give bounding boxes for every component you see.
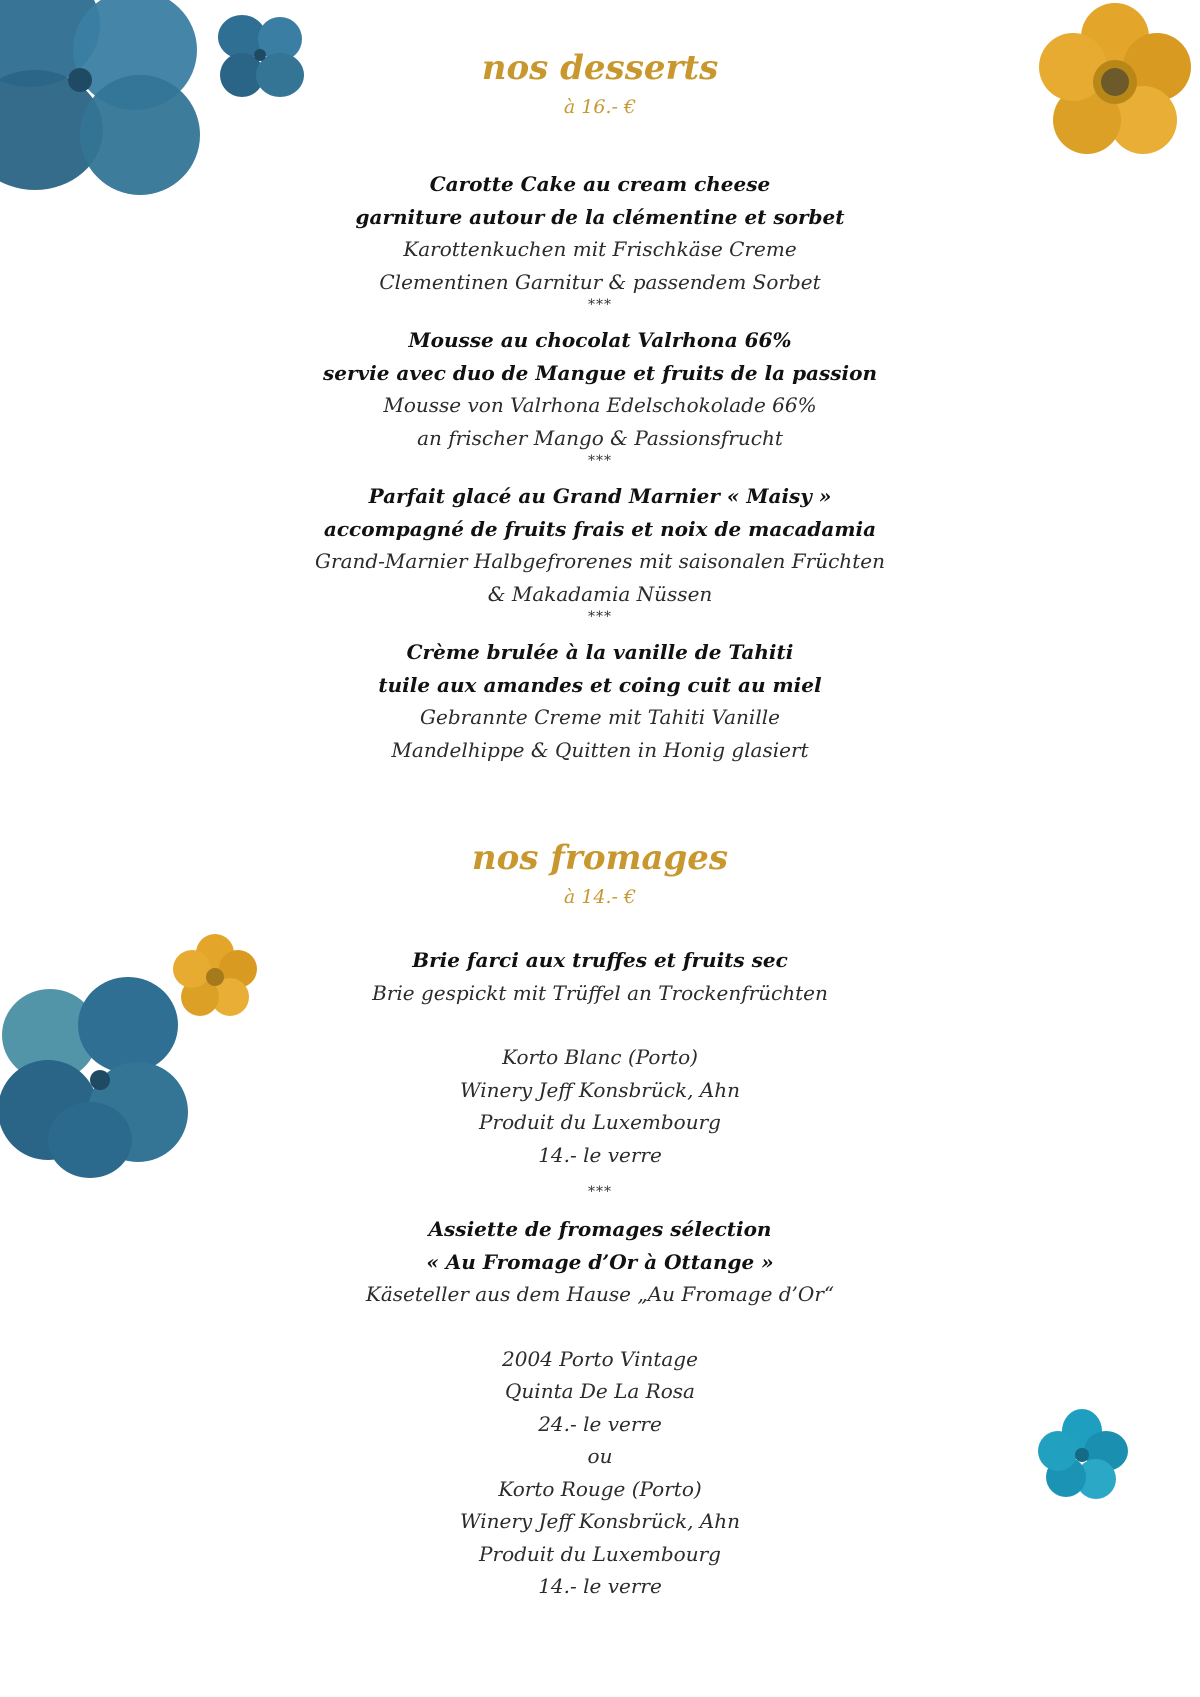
dessert-name: Parfait glacé au Grand Marnier « Maisy » [368,484,832,508]
cheese-name-german: Käseteller aus dem Hause „Au Fromage d’Or“ [365,1282,835,1306]
dessert-description-german: Mandelhippe & Quitten in Honig glasiert [391,737,809,762]
wine-price: 14.- le verre [538,1574,662,1598]
cheese-item [300,944,900,1171]
dessert-description: servie avec duo de Mangue et fruits de la passion [322,360,878,385]
cheese-name-german: Brie gespickt mit Trüffel an Trockenfrüchten [372,980,828,1005]
yellow-flower-icon [1030,0,1200,170]
wine-price: 14.- le verre [538,1142,662,1167]
wine-pairing-line: Korto Rouge (Porto) [498,1476,702,1501]
dessert-description: garniture autour de la clémentine et sorbet [355,204,845,229]
dessert-name: Crème brulée à la vanille de Tahiti [406,640,794,664]
dessert-description-german: & Makadamia Nüssen [487,581,713,606]
wine-pairing-line: Produit du Luxembourg [479,1110,721,1134]
dessert-description-german: Clementinen Garnitur & passendem Sorbet [379,269,821,294]
fromages-title: nos fromages [471,838,729,878]
dessert-item [300,324,900,454]
separator: *** [588,1184,612,1200]
dessert-item [300,636,900,766]
wine-pairing-line: Winery Jeff Konsbrück, Ahn [460,1077,740,1102]
wine-pairing-line: Produit du Luxembourg [479,1541,721,1566]
dessert-name-german: Mousse von Valrhona Edelschokolade 66% [383,393,817,417]
dessert-item [300,168,900,298]
fromages-price: à 14.- € [563,886,637,908]
cheese-name: Assiette de fromages sélection [428,1217,772,1241]
dessert-name: Carotte Cake au cream cheese [429,172,771,196]
blue-hydrangea-left-flower-icon [0,975,210,1190]
blue-hydrangea-flower-icon [0,0,220,210]
desserts-section [300,46,900,766]
cheese-supplier: « Au Fromage d’Or à Ottange » [426,1249,774,1274]
separator: *** [588,297,612,313]
wine-alternative: ou [587,1444,613,1468]
dessert-description-german: an frischer Mango & Passionsfrucht [417,425,783,450]
dessert-description: accompagné de fruits frais et noix de macadamia [323,516,877,541]
fromages-section [300,836,900,1603]
dessert-item [300,480,900,610]
cheese-item [300,1213,900,1603]
teal-flower-icon [1032,1405,1132,1505]
wine-pairing-line: Korto Blanc (Porto) [502,1045,698,1069]
wine-pairing-line: Quinta De La Rosa [505,1379,695,1403]
wine-price: 24.- le verre [538,1411,662,1436]
small-blue-flower-icon [205,0,315,110]
dessert-name-german: Grand-Marnier Halbgefrorenes mit saisonalen Früchten [315,549,885,573]
dessert-description: tuile aux amandes et coing cuit au miel [378,672,822,697]
dessert-name-german: Gebrannte Creme mit Tahiti Vanille [420,705,780,729]
wine-pairing-line: 2004 Porto Vintage [502,1346,698,1371]
dessert-name-german: Karottenkuchen mit Frischkäse Creme [403,237,797,261]
separator: *** [588,609,612,625]
dessert-name: Mousse au chocolat Valrhona 66% [408,328,792,352]
cheese-name: Brie farci aux truffes et fruits sec [412,948,788,972]
desserts-title: nos desserts [481,48,719,88]
wine-pairing-line: Winery Jeff Konsbrück, Ahn [460,1509,740,1533]
desserts-price: à 16.- € [563,96,637,118]
separator: *** [588,453,612,469]
